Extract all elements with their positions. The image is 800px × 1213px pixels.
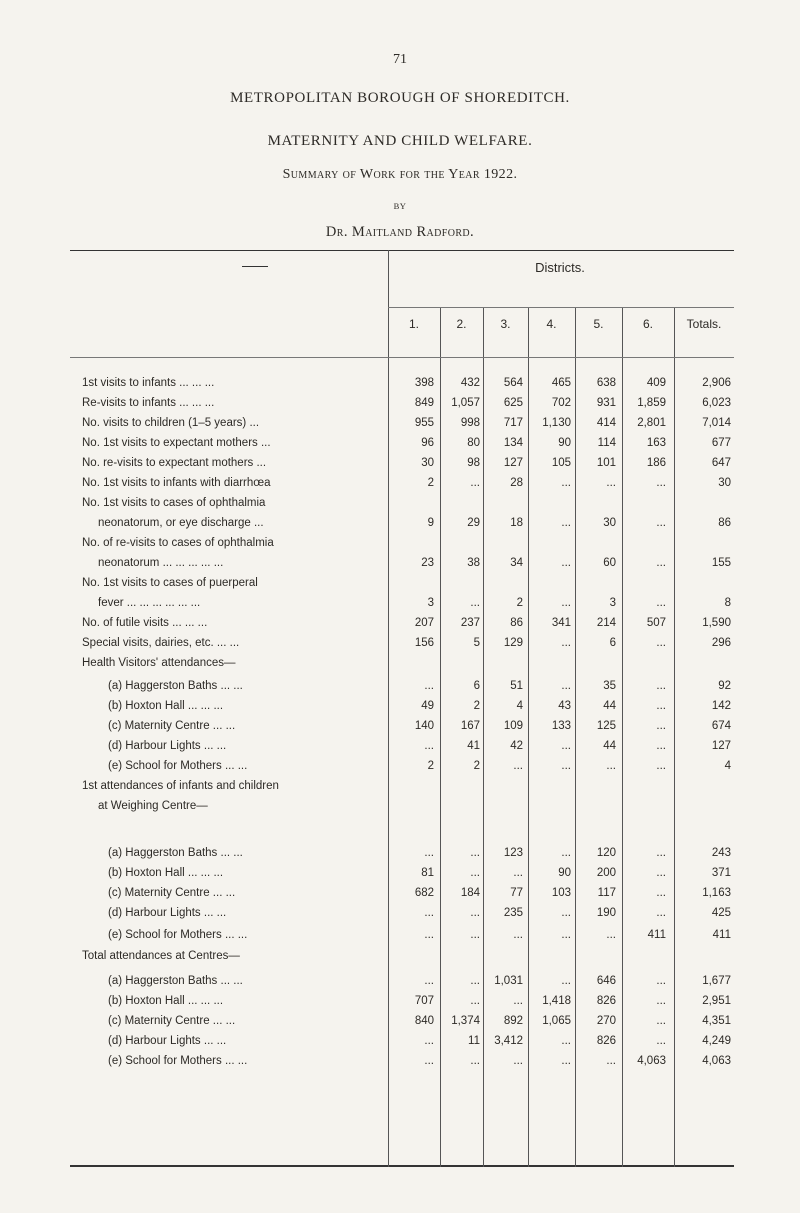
table-cell: 647 [711,457,731,469]
table-cell: ... [561,597,571,609]
table-cell: 1,590 [702,617,731,629]
row-label: at Weighing Centre— [98,800,208,812]
table-cell: 4 [724,760,731,772]
table-cell: 60 [603,557,616,569]
table-cell: ... [656,907,666,919]
table-cell: ... [513,867,523,879]
table-cell: 1,130 [542,417,571,429]
table-cell: 2,906 [702,377,731,389]
table-cell: 186 [646,457,666,469]
table-cell: 507 [646,617,666,629]
row-label: neonatorum, or eye discharge ... [98,517,264,529]
table-cell: 4,063 [702,1055,731,1067]
table-cell: ... [606,929,616,941]
row-label: neonatorum ... ... ... ... ... [98,557,224,569]
table-cell: 237 [460,617,480,629]
table-cell: 465 [551,377,571,389]
table-cell: 77 [510,887,523,899]
row-label: (b) Hoxton Hall ... ... ... [108,700,224,712]
table-cell: ... [424,680,434,692]
table-cell: 51 [510,680,523,692]
table-cell: 270 [596,1015,616,1027]
document-title: METROPOLITAN BOROUGH OF SHOREDITCH. [230,90,570,106]
table-cell: 207 [414,617,434,629]
table-cell: 2 [516,597,523,609]
table-cell: 2 [427,477,434,489]
table-cell: 998 [460,417,480,429]
table-cell: 2,801 [637,417,666,429]
table-cell: 682 [414,887,434,899]
table-cell: 127 [503,457,523,469]
table-cell: 103 [551,887,571,899]
column-header: 4. [546,317,557,331]
table-cell: ... [424,847,434,859]
table-cell: 92 [718,680,731,692]
table-cell: 44 [603,740,616,752]
row-label: No. of futile visits ... ... ... [82,617,208,629]
table-cell: 432 [460,377,480,389]
table-cell: 30 [603,517,616,529]
table-cell: 398 [414,377,434,389]
table-cell: 1,859 [637,397,666,409]
table-cell: 18 [510,517,523,529]
table-cell: ... [424,740,434,752]
table-cell: 9 [427,517,434,529]
table-cell: ... [656,700,666,712]
table-cell: 81 [421,867,434,879]
table-cell: ... [470,975,480,987]
table-cell: ... [424,907,434,919]
table-cell: ... [656,637,666,649]
table-cell: ... [561,1055,571,1067]
row-label: (a) Haggerston Baths ... ... [108,975,243,987]
row-label: No. visits to children (1–5 years) ... [82,417,260,429]
table-cell: ... [561,760,571,772]
header-dash [242,266,268,267]
districts-rule [388,307,734,308]
table-cell: ... [561,477,571,489]
table-cell: 80 [467,437,480,449]
row-label: (c) Maternity Centre ... ... [108,887,236,899]
table-cell: ... [470,597,480,609]
table-cell: 140 [414,720,434,732]
table-cell: 3 [609,597,616,609]
table-cell: ... [656,680,666,692]
table-cell: 23 [421,557,434,569]
table-cell: 101 [596,457,616,469]
table-cell: 214 [596,617,616,629]
table-cell: ... [561,975,571,987]
table-cell: 296 [711,637,731,649]
table-cell: 931 [596,397,616,409]
table-cell: 184 [460,887,480,899]
table-cell: 3,412 [494,1035,523,1047]
table-cell: ... [424,1055,434,1067]
table-cell: 826 [596,1035,616,1047]
row-label: (a) Haggerston Baths ... ... [108,847,243,859]
table-cell: ... [513,1055,523,1067]
table-cell: ... [656,995,666,1007]
table-cell: 11 [468,1035,480,1047]
table-cell: 123 [503,847,523,859]
table-cell: ... [470,1055,480,1067]
row-label: 1st visits to infants ... ... ... [82,377,215,389]
table-cell: 414 [596,417,616,429]
table-cell: 6 [473,680,480,692]
table-cell: 1,031 [494,975,523,987]
row-label: fever ... ... ... ... ... ... [98,597,201,609]
table-cell: 2 [473,700,480,712]
table-cell: 134 [503,437,523,449]
table-cell: 96 [421,437,434,449]
column-header: Totals. [686,317,722,331]
table-cell: 2 [427,760,434,772]
table-cell: 4,351 [702,1015,731,1027]
table-cell: 5 [473,637,480,649]
table-cell: 98 [467,457,480,469]
table-cell: 86 [510,617,523,629]
row-label: No. 1st visits to expectant mothers ... [82,437,271,449]
table-cell: ... [656,1015,666,1027]
table-cell: ... [656,517,666,529]
table-cell: ... [656,477,666,489]
table-cell: 411 [712,929,731,941]
table-cell: 7,014 [702,417,731,429]
table-cell: 677 [711,437,731,449]
table-cell: 341 [551,617,571,629]
row-label: No. of re-visits to cases of ophthalmia [82,537,274,549]
table-cell: 6 [609,637,616,649]
table-cell: 30 [421,457,434,469]
table-cell: ... [470,995,480,1007]
table-cell: 1,057 [451,397,480,409]
row-label: No. 1st visits to infants with diarrhœa [82,477,271,489]
summary-line: Summary of Work for the Year 1922. [282,167,518,182]
table-cell: 840 [414,1015,434,1027]
row-label: (d) Harbour Lights ... ... [108,907,227,919]
table-cell: 200 [596,867,616,879]
author-line: Dr. Maitland Radford. [325,224,475,240]
row-label: No. 1st visits to cases of ophthalmia [82,497,266,509]
table-cell: 955 [414,417,434,429]
table-cell: 411 [647,929,666,941]
table-cell: 1,065 [542,1015,571,1027]
table-cell: 142 [711,700,731,712]
table-cell: ... [656,867,666,879]
table-cell: ... [424,1035,434,1047]
row-label: (b) Hoxton Hall ... ... ... [108,867,224,879]
table-cell: ... [606,760,616,772]
row-label: No. 1st visits to cases of puerperal [82,577,258,589]
table-cell: 4,249 [702,1035,731,1047]
column-header: 3. [500,317,511,331]
row-label: (d) Harbour Lights ... ... [108,1035,227,1047]
table-cell: ... [561,1035,571,1047]
table-cell: ... [470,477,480,489]
table-cell: ... [470,847,480,859]
table-cell: ... [561,847,571,859]
table-cell: 707 [414,995,434,1007]
table-cell: 4,063 [637,1055,666,1067]
table-cell: ... [656,740,666,752]
table-cell: 646 [596,975,616,987]
table-cell: ... [561,517,571,529]
table-cell: ... [513,760,523,772]
table-cell: 114 [597,437,616,449]
table-cell: 826 [596,995,616,1007]
table-cell: ... [513,929,523,941]
table-cell: 117 [597,887,616,899]
table-cell: 125 [596,720,616,732]
table-cell: 86 [718,517,731,529]
row-label: (e) School for Mothers ... ... [108,760,248,772]
table-cell: 167 [460,720,480,732]
table-cell: 163 [646,437,666,449]
table-cell: 2,951 [702,995,731,1007]
table-cell: ... [513,995,523,1007]
table-cell: 702 [551,397,571,409]
column-header: 6. [642,317,653,331]
table-cell: 43 [558,700,571,712]
table-cell: ... [561,637,571,649]
districts-header: Districts. [535,260,585,275]
table-cell: ... [561,907,571,919]
row-label: (e) School for Mothers ... ... [108,929,248,941]
table-cell: 892 [503,1015,523,1027]
table-cell: ... [424,929,434,941]
row-label: Special visits, dairies, etc. ... ... [82,637,240,649]
table-cell: 235 [503,907,523,919]
table-cell: 371 [711,867,731,879]
table-cell: 1,163 [702,887,731,899]
table-cell: ... [656,720,666,732]
table-cell: ... [656,1035,666,1047]
table-cell: ... [470,929,480,941]
table-cell: 44 [603,700,616,712]
table-cell: 409 [646,377,666,389]
table-cell: 127 [711,740,731,752]
table-cell: 1,418 [542,995,571,1007]
table-cell: 30 [718,477,731,489]
table-cell: ... [424,975,434,987]
header-rule [70,357,734,358]
table-cell: 90 [558,437,571,449]
row-label: (a) Haggerston Baths ... ... [108,680,243,692]
table-cell: ... [470,907,480,919]
table-cell: 120 [596,847,616,859]
column-header: 2. [456,317,467,331]
column-header: 1. [408,317,419,331]
table-cell: 625 [503,397,523,409]
table-cell: ... [656,887,666,899]
table-cell: ... [606,1055,616,1067]
table-cell: ... [561,740,571,752]
table-cell: ... [561,929,571,941]
row-label: Total attendances at Centres— [82,950,240,962]
table-cell: 564 [503,377,523,389]
table-cell: 155 [711,557,731,569]
row-label: 1st attendances of infants and children [82,780,279,792]
row-label: (b) Hoxton Hall ... ... ... [108,995,224,1007]
table-cell: 6,023 [702,397,731,409]
row-label: (e) School for Mothers ... ... [108,1055,248,1067]
table-cell: 1,374 [451,1015,480,1027]
statistics-table [70,250,734,1167]
table-cell: 42 [510,740,523,752]
table-cell: 717 [503,417,523,429]
table-cell: 49 [421,700,434,712]
table-cell: 190 [596,907,616,919]
table-cell: 129 [503,637,523,649]
table-cell: 90 [558,867,571,879]
row-label: Health Visitors' attendances— [82,657,236,669]
row-label: No. re-visits to expectant mothers ... [82,457,267,469]
table-cell: 8 [724,597,731,609]
table-cell: 41 [467,740,480,752]
table-cell: ... [656,847,666,859]
table-cell: 4 [516,700,523,712]
table-cell: ... [561,557,571,569]
page-number: 71 [393,52,407,67]
table-cell: 38 [467,557,480,569]
row-label: Re-visits to infants ... ... ... [82,397,215,409]
document-subtitle: MATERNITY AND CHILD WELFARE. [267,133,533,149]
table-cell: 109 [503,720,523,732]
table-cell: 3 [427,597,434,609]
row-label: (c) Maternity Centre ... ... [108,1015,236,1027]
table-cell: ... [656,557,666,569]
table-cell: 243 [711,847,731,859]
table-cell: ... [656,597,666,609]
table-cell: 28 [510,477,523,489]
row-label: (c) Maternity Centre ... ... [108,720,236,732]
table-cell: 156 [414,637,434,649]
table-cell: 638 [596,377,616,389]
table-cell: ... [656,975,666,987]
table-cell: 674 [711,720,731,732]
table-cell: ... [606,477,616,489]
table-cell: 2 [473,760,480,772]
table-cell: ... [656,760,666,772]
table-cell: ... [561,680,571,692]
table-cell: ... [470,867,480,879]
table-cell: 133 [551,720,571,732]
row-label: (d) Harbour Lights ... ... [108,740,227,752]
table-cell: 849 [414,397,434,409]
table-cell: 34 [510,557,523,569]
table-cell: 105 [551,457,571,469]
table-cell: 425 [711,907,731,919]
by-line: BY [393,201,407,211]
table-cell: 35 [603,680,616,692]
table-cell: 29 [467,517,480,529]
table-cell: 1,677 [702,975,731,987]
column-header: 5. [593,317,604,331]
